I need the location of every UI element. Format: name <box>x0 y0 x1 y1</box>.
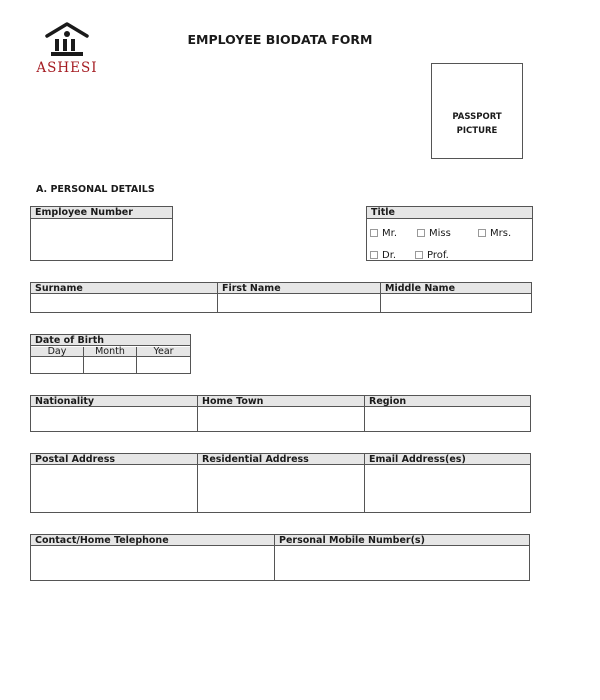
checkbox-icon <box>478 229 486 237</box>
dob-month-field[interactable] <box>84 358 136 373</box>
title-option-mr[interactable]: Mr. <box>370 228 397 239</box>
email-address-field[interactable] <box>365 466 530 512</box>
passport-label-1: PASSPORT <box>452 112 502 122</box>
contact-telephone-field[interactable] <box>31 547 274 580</box>
form-title: EMPLOYEE BIODATA FORM <box>187 32 373 47</box>
residential-address-label: Residential Address <box>202 454 309 465</box>
nationality-field[interactable] <box>31 408 197 431</box>
mobile-number-label: Personal Mobile Number(s) <box>279 535 425 546</box>
dob-year-label: Year <box>153 346 174 357</box>
home-town-field[interactable] <box>198 408 364 431</box>
section-heading: A. PERSONAL DETAILS <box>36 184 155 195</box>
date-of-birth-box <box>30 334 191 374</box>
postal-address-label: Postal Address <box>35 454 116 465</box>
passport-label-2: PICTURE <box>456 126 498 136</box>
region-field[interactable] <box>365 408 530 431</box>
checkbox-icon <box>417 229 425 237</box>
mobile-number-field[interactable] <box>275 547 529 580</box>
title-option-prof[interactable]: Prof. <box>415 250 449 261</box>
dob-day-field[interactable] <box>31 358 83 373</box>
checkbox-icon <box>370 229 378 237</box>
address-row <box>30 453 531 513</box>
surname-label: Surname <box>35 283 83 294</box>
title-option-mrs[interactable]: Mrs. <box>478 228 511 239</box>
surname-field[interactable] <box>31 295 217 312</box>
home-town-label: Home Town <box>202 396 264 407</box>
title-box <box>366 206 533 261</box>
checkbox-icon <box>415 251 423 259</box>
dob-year-field[interactable] <box>137 358 190 373</box>
name-row <box>30 282 532 313</box>
title-option-dr[interactable]: Dr. <box>370 250 396 261</box>
employee-number-box <box>30 206 173 261</box>
residential-address-field[interactable] <box>198 466 364 512</box>
first-name-label: First Name <box>222 283 281 294</box>
first-name-field[interactable] <box>218 295 380 312</box>
title-label: Title <box>367 207 532 219</box>
middle-name-field[interactable] <box>381 295 531 312</box>
employee-number-field[interactable] <box>31 219 172 260</box>
employee-number-label: Employee Number <box>31 207 172 219</box>
dob-label: Date of Birth <box>31 335 190 346</box>
dob-month-label: Month <box>95 346 125 357</box>
checkbox-icon <box>370 251 378 259</box>
origin-row <box>30 395 531 432</box>
phone-row <box>30 534 530 581</box>
dob-day-label: Day <box>47 346 67 357</box>
ashesi-logo <box>34 22 100 78</box>
title-option-miss[interactable]: Miss <box>417 228 451 239</box>
logo-text: ASHESI <box>36 60 98 76</box>
region-label: Region <box>369 396 407 407</box>
postal-address-field[interactable] <box>31 466 197 512</box>
middle-name-label: Middle Name <box>385 283 456 294</box>
nationality-label: Nationality <box>35 396 95 407</box>
contact-telephone-label: Contact/Home Telephone <box>35 535 169 546</box>
passport-picture-box[interactable] <box>431 63 523 159</box>
building-icon <box>45 22 89 58</box>
email-address-label: Email Address(es) <box>369 454 466 465</box>
